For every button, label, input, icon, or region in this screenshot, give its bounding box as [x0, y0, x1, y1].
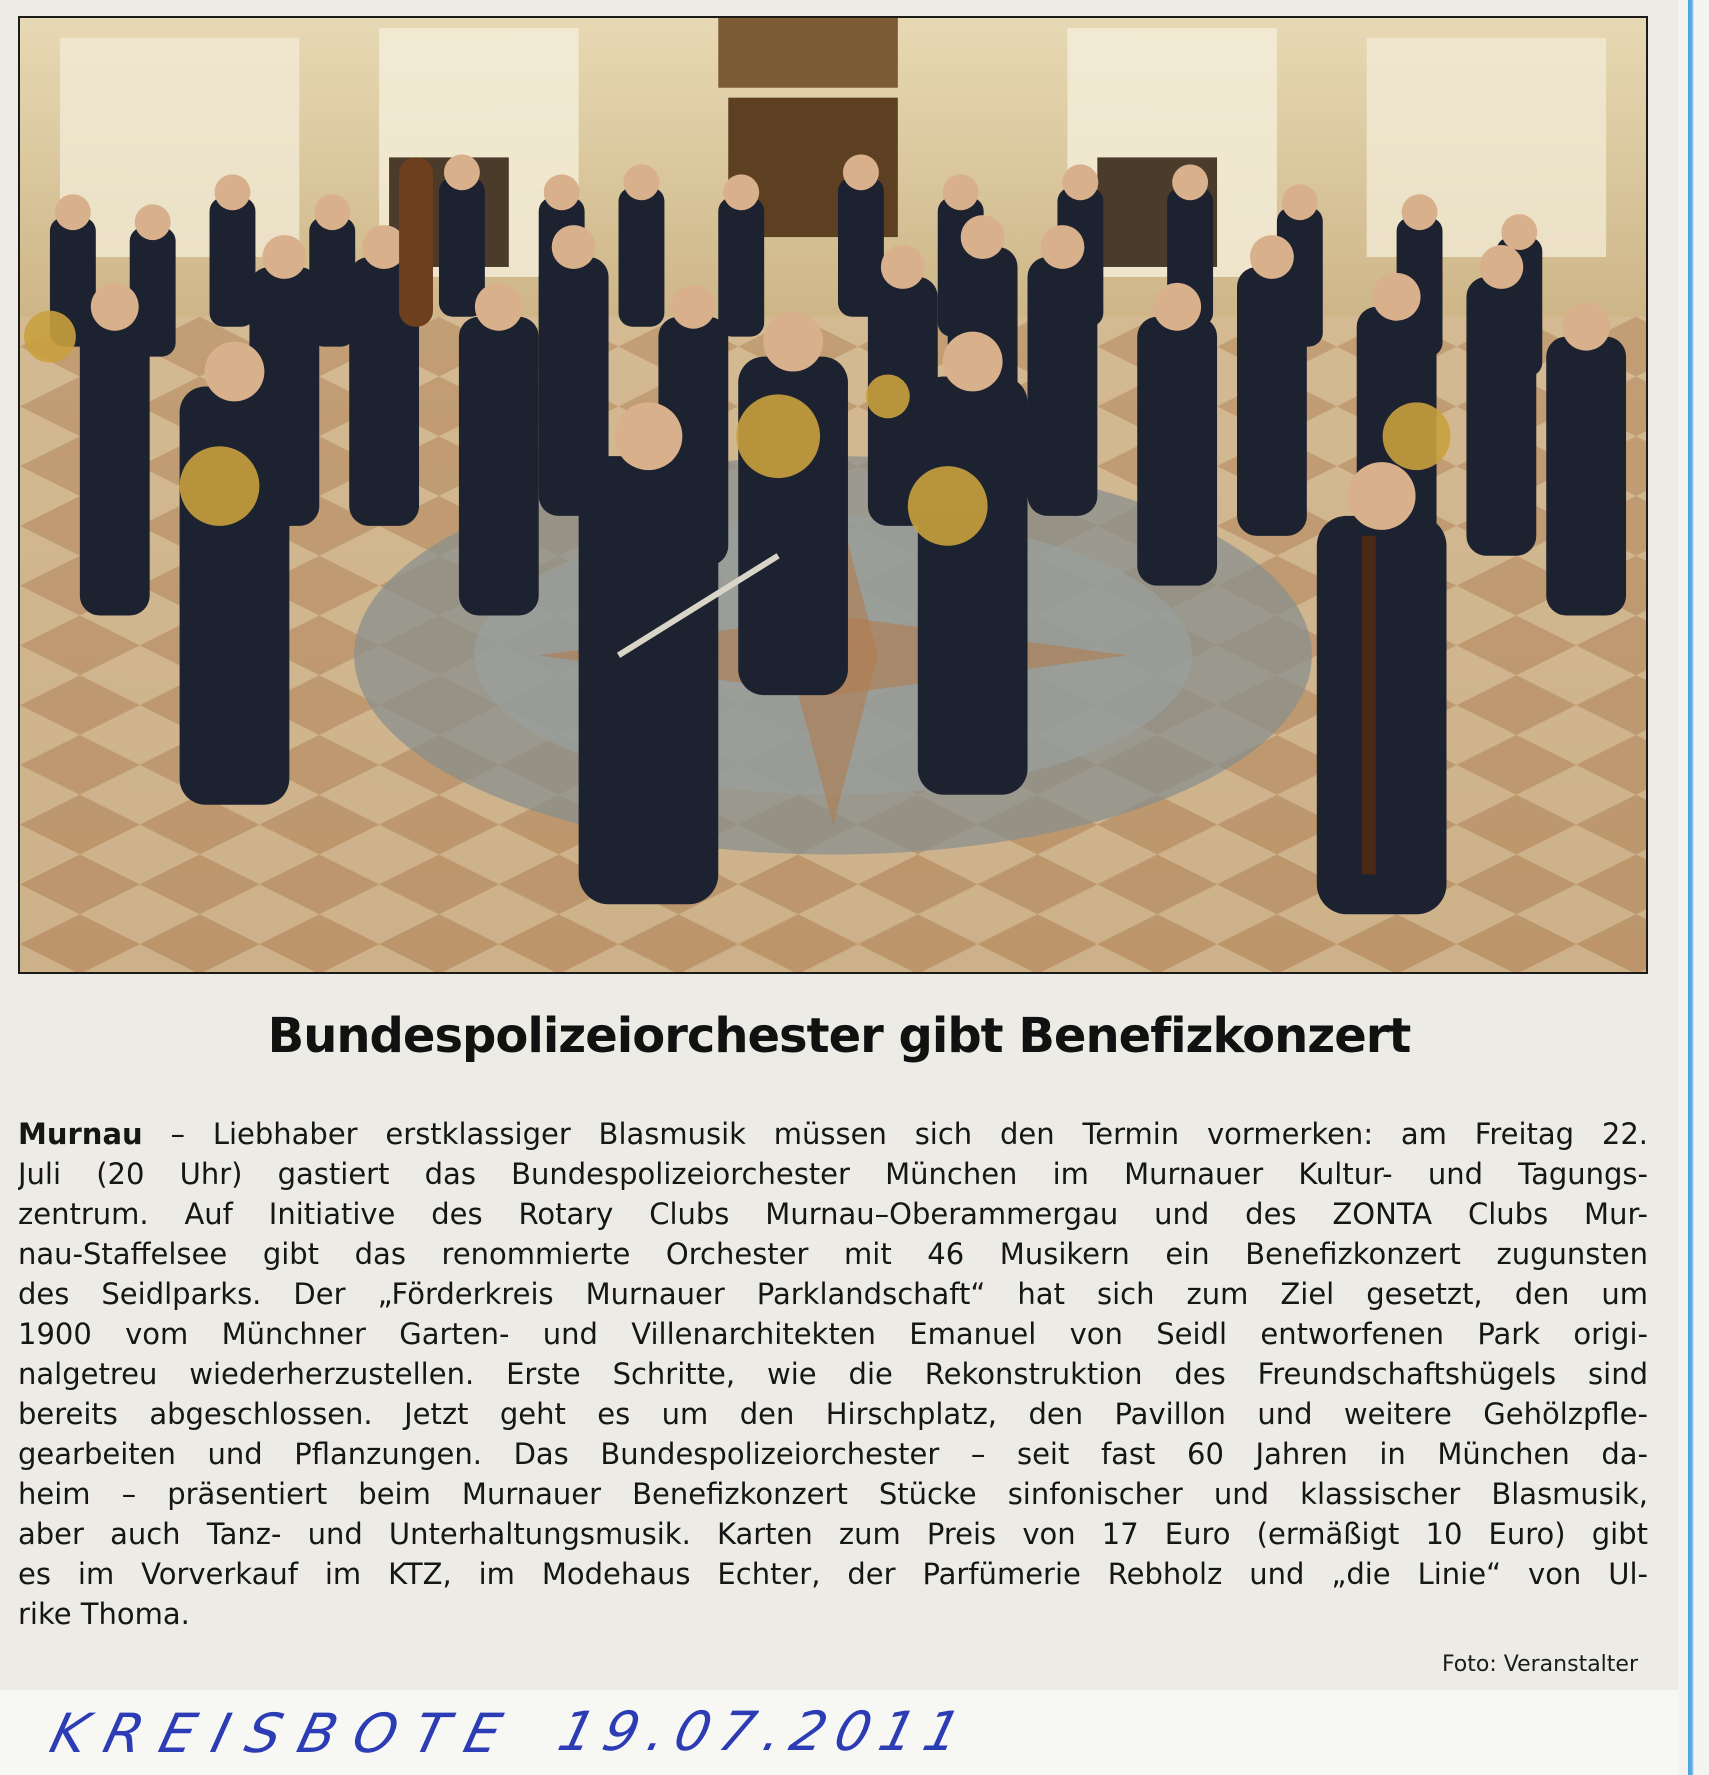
orchestra-photo	[18, 16, 1648, 974]
page-edge	[1678, 0, 1709, 1775]
body-line-11: aber auch Tanz- und Unterhaltungsmusik. Karten zum Preis von 17 Euro (ermäßigt 10 Euro) gibt	[18, 1517, 1648, 1551]
orchestra-photo-illustration	[20, 18, 1646, 972]
handwritten-date: 19.07.2011	[552, 1700, 978, 1763]
body-line-1-text: – Liebhaber erstklassiger Blasmusik müssen sich den Termin vormerken: am Freitag 22.	[142, 1117, 1648, 1151]
article-body	[18, 1114, 1648, 1634]
body-line-1	[18, 1114, 1648, 1154]
article-headline: Bundespolizeiorchester gibt Benefizkonzert	[267, 1008, 1411, 1064]
body-line-2: Juli (20 Uhr) gastiert das Bundespolizeiorchester München im Murnauer Kultur- und Tagungs-	[18, 1157, 1648, 1191]
body-line-3: zentrum. Auf Initiative des Rotary Clubs Murnau–Oberammergau und des ZONTA Clubs Mur-	[18, 1197, 1648, 1231]
body-line-7: nalgetreu wiederherzustellen. Erste Schritte, wie die Rekonstruktion des Freundschaftshügels sind	[18, 1357, 1648, 1391]
body-line-5: des Seidlparks. Der „Förderkreis Murnauer Parklandschaft“ hat sich zum Ziel gesetzt, den um	[18, 1277, 1648, 1311]
handwritten-source: KREISBOTE	[44, 1702, 526, 1765]
body-line-9: gearbeiten und Pflanzungen. Das Bundespolizeiorchester – seit fast 60 Jahren in München da-	[18, 1437, 1648, 1471]
body-line-4: nau-Staffelsee gibt das renommierte Orchester mit 46 Musikern ein Benefizkonzert zugunsten	[18, 1237, 1648, 1271]
article-dateline: Murnau	[18, 1117, 143, 1151]
body-line-13: rike Thoma.	[18, 1597, 190, 1631]
body-line-8: bereits abgeschlossen. Jetzt geht es um den Hirschplatz, den Pavillon und weitere Gehölzpfle-	[18, 1397, 1648, 1431]
photo-credit: Foto: Veranstalter	[1441, 1652, 1638, 1677]
body-line-6: 1900 vom Münchner Garten- und Villenarchitekten Emanuel von Seidl entworfenen Park origi-	[18, 1317, 1648, 1351]
body-line-10: heim – präsentiert beim Murnauer Benefizkonzert Stücke sinfonischer und klassischer Blasmusik,	[18, 1477, 1648, 1511]
body-line-12: es im Vorverkauf im KTZ, im Modehaus Echter, der Parfümerie Rebholz und „die Linie“ von Ul-	[18, 1557, 1648, 1591]
